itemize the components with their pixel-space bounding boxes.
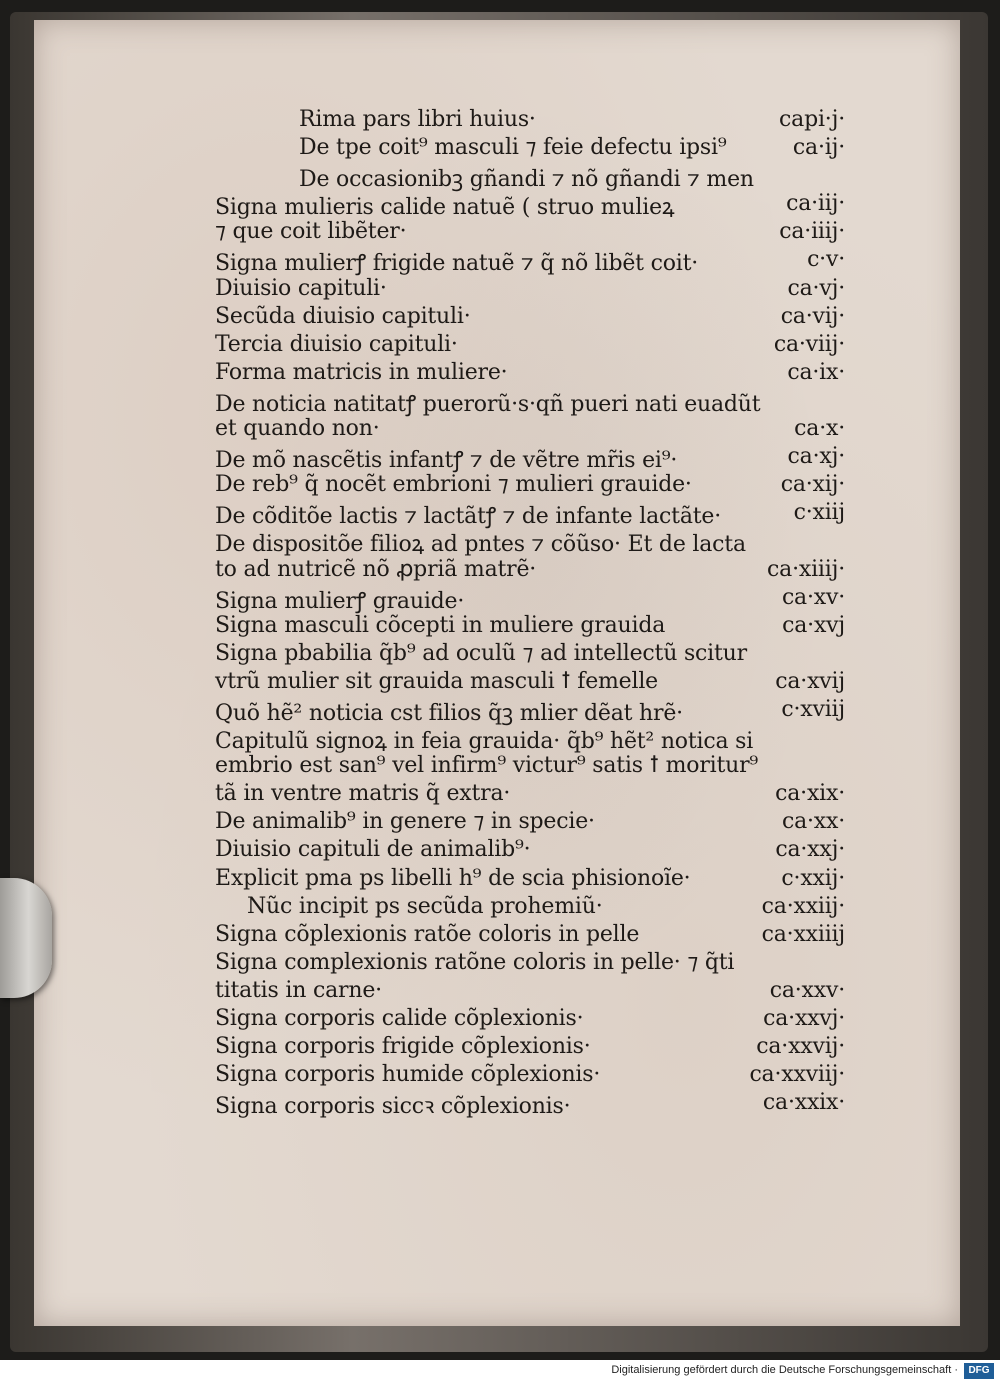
toc-entry: vtrũ mulier sit grauida masculi ꝉ femelle (215, 668, 658, 694)
toc-entry: Rima pars libri huius· (299, 107, 536, 132)
toc-line (215, 950, 845, 978)
toc-chapter: ca·vij· (780, 303, 845, 329)
toc-entry: to ad nutricẽ nõ ꝓpriã matrẽ· (215, 556, 537, 582)
toc-chapter: ca·xvij (775, 668, 845, 694)
toc-line (215, 978, 845, 1006)
toc-entry: Signa mulierꝭ grauide· (215, 588, 465, 614)
book-clasp (0, 878, 52, 998)
toc-chapter: ca·vj· (787, 275, 845, 301)
toc-chapter: c·v· (807, 247, 845, 273)
toc-line (299, 107, 845, 135)
toc-chapter: ca·iij· (786, 191, 845, 217)
toc-entry: titatis in carne· (215, 977, 382, 1003)
toc-line (215, 866, 845, 894)
toc-line (215, 809, 845, 837)
toc-chapter: ca·xvj (782, 612, 845, 638)
toc-chapter: ca·xxix· (762, 1090, 845, 1116)
toc-entry: tã in ventre matris q̃ extra· (215, 781, 511, 807)
toc-line (215, 304, 845, 332)
toc-entry: Signa pbabilia q̃b⁹ ad oculũ ⁊ ad intellectũ scitur (215, 640, 747, 666)
toc-entry: Diuisio capituli de animalib⁹· (215, 837, 531, 863)
toc-entry: Secũda diuisio capituli· (215, 303, 471, 329)
toc-entry: Signa corporis frigide cõplexionis· (215, 1034, 591, 1060)
toc-line (215, 1034, 845, 1062)
toc-entry: Signa cõplexionis ratõe coloris in pelle (215, 921, 640, 947)
toc-chapter: ca·xxj· (775, 837, 845, 863)
toc-entry: De noticia natitatꝭ puerorũ·s·qñ pueri nati euadũt (215, 391, 761, 417)
funding-credit: Digitalisierung gefördert durch die Deutsche Forschungsgemeinschaft · (611, 1364, 958, 1376)
toc-line (215, 332, 845, 360)
toc-line (215, 613, 845, 641)
toc-entry: De dispositõe filioꝝ ad pntes ⁊ cõũso· Et de lacta (215, 532, 746, 558)
table-of-contents (215, 107, 845, 1118)
toc-chapter: ca·xxvij· (756, 1034, 845, 1060)
toc-line (215, 191, 845, 219)
toc-chapter: ca·viij· (773, 331, 845, 357)
toc-line (215, 276, 845, 304)
toc-line (215, 753, 845, 781)
toc-entry: Quõ hẽ² noticia cst filios q̃ꝫ mlier dẽat hrẽ· (215, 700, 683, 726)
toc-line (215, 1090, 845, 1118)
toc-chapter: ca·xxv· (769, 977, 845, 1003)
footer-bar (0, 1360, 1000, 1383)
toc-chapter: ca·xx· (781, 809, 845, 835)
toc-chapter: c·xxij· (781, 865, 845, 891)
toc-line (215, 725, 845, 753)
toc-entry: Forma matricis in muliere· (215, 359, 508, 385)
toc-entry: De animalib⁹ in genere ⁊ in specie· (215, 809, 595, 835)
toc-entry: Signa masculi cõcepti in muliere grauida (215, 612, 666, 638)
toc-chapter: ca·ix· (787, 359, 845, 385)
toc-line (215, 669, 845, 697)
toc-entry: Signa mulierꝭ frigide natuẽ ⁊ q̃ nõ libẽt coit· (215, 251, 699, 277)
toc-chapter: ca·xij· (780, 472, 845, 498)
toc-line (215, 557, 845, 585)
toc-entry: De mõ nascẽtis infantꝭ ⁊ de vẽtre mr̃is ei⁹· (215, 448, 678, 474)
toc-entry: De occasionibꝫ gñandi ⁊ nõ gñandi ⁊ men (299, 167, 754, 193)
toc-line (215, 922, 845, 950)
toc-line (299, 135, 845, 163)
toc-chapter: ca·x· (794, 416, 845, 442)
toc-chapter: ca·xj· (787, 444, 845, 470)
toc-entry: De cõditõe lactis ⁊ lactãtꝭ ⁊ de infante lactãte· (215, 504, 721, 530)
toc-chapter: ca·iiij· (779, 219, 845, 245)
toc-line (215, 1062, 845, 1090)
toc-entry: Signa complexionis ratõne coloris in pelle· ⁊ q̃ti (215, 949, 735, 975)
toc-line (247, 894, 845, 922)
toc-line (215, 528, 845, 556)
toc-line (215, 500, 845, 528)
toc-entry: Signa corporis siccꝛ cõplexionis· (215, 1094, 571, 1120)
toc-chapter: ca·xix· (775, 781, 845, 807)
toc-entry: Signa corporis calide cõplexionis· (215, 1006, 584, 1031)
toc-line (299, 163, 845, 191)
toc-line (215, 781, 845, 809)
toc-line (215, 416, 845, 444)
toc-chapter: ca·xxvj· (763, 1006, 845, 1031)
toc-chapter: ca·xxviij· (749, 1062, 845, 1088)
toc-entry: De tpe coit⁹ masculi ⁊ feie defectu ipsi⁹ (299, 135, 727, 161)
toc-chapter: capi·j· (779, 107, 845, 132)
toc-chapter: c·xiij (793, 500, 845, 526)
toc-chapter: ca·xiiij· (767, 556, 845, 582)
toc-chapter: ca·xv· (781, 584, 845, 610)
toc-line (215, 837, 845, 865)
toc-entry: De reb⁹ q̃ nocẽt embrioni ⁊ mulieri grauide· (215, 472, 692, 498)
toc-entry: Signa mulieris calide natuẽ ( struo mulieꝝ (215, 195, 675, 221)
toc-chapter: ca·xxiiij (761, 921, 845, 947)
toc-line (215, 472, 845, 500)
toc-entry: ⁊ que coit libẽter· (215, 219, 407, 245)
toc-entry: et quando non· (215, 416, 380, 442)
toc-line (215, 585, 845, 613)
toc-chapter: c·xviij (781, 696, 845, 722)
toc-chapter: ca·xxiij· (761, 893, 845, 919)
toc-line (215, 388, 845, 416)
toc-line (215, 697, 845, 725)
toc-entry: embrio est san⁹ vel infirm⁹ victur⁹ satis ꝉ moritur⁹ (215, 753, 759, 779)
toc-entry: Diuisio capituli· (215, 275, 387, 301)
toc-line (215, 219, 845, 247)
toc-line (215, 247, 845, 275)
toc-entry: Tercia diuisio capituli· (215, 331, 458, 357)
toc-entry: Signa corporis humide cõplexionis· (215, 1062, 601, 1088)
toc-line (215, 360, 845, 388)
toc-entry: Nũc incipit ps secũda prohemiũ· (247, 893, 603, 919)
toc-line (215, 444, 845, 472)
dfg-logo: DFG (964, 1363, 994, 1379)
toc-line (215, 641, 845, 669)
toc-entry: Capitulũ signoꝝ in feia grauida· q̃b⁹ hẽt² notica si (215, 729, 754, 755)
toc-chapter: ca·ij· (792, 135, 845, 161)
toc-entry: Explicit pma ps libelli h⁹ de scia phisionoĩe· (215, 865, 691, 891)
toc-line (215, 1006, 845, 1034)
